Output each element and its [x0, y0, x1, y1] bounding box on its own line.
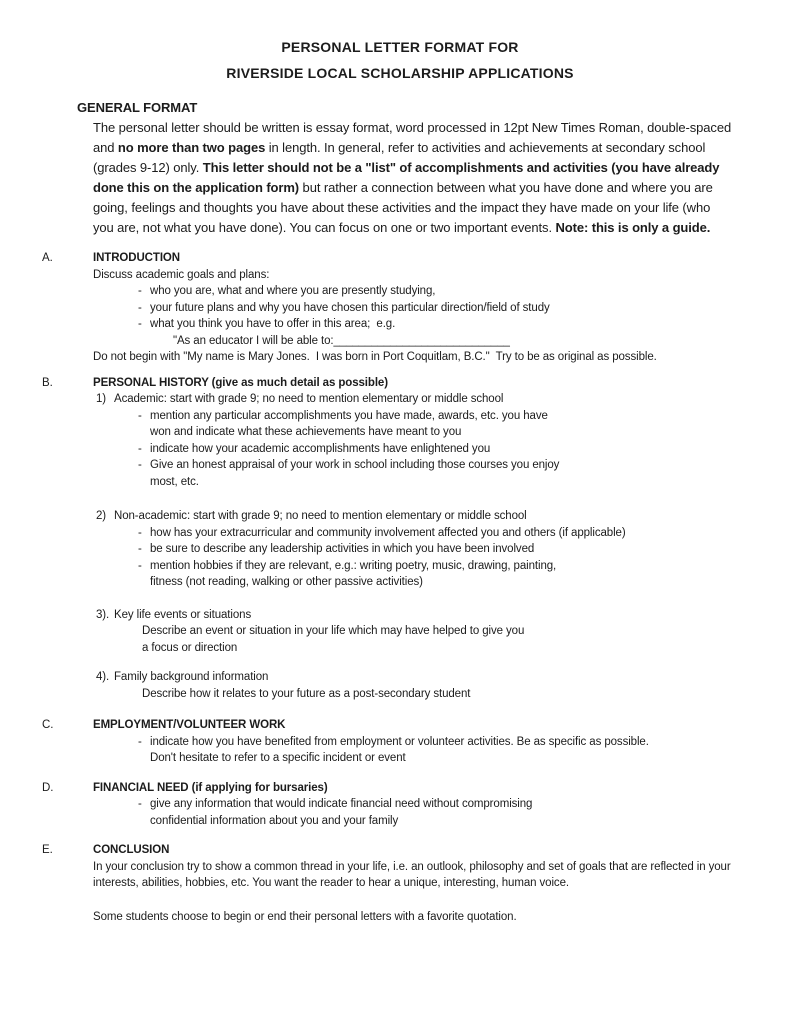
closing-paragraph: Some students choose to begin or end their personal letters with a favorite quotation. — [93, 910, 517, 923]
bullet-dash: - — [138, 543, 142, 555]
paragraph-run: in length. In general, refer to activities and achievements at secondary school (grades 9-12) only. — [93, 140, 709, 175]
item-title: Family background information — [114, 671, 269, 683]
conclusion-paragraph: In your conclusion try to show a common thread in your life, i.e. an outlook, philosophy and set of goals that are reflected in your interests, abilities, hobbies, etc. You want the reader to hear a unique, interesting, human voice. — [93, 860, 734, 889]
section-lead: Discuss academic goals and plans: — [93, 268, 270, 281]
section-letter: C. — [42, 719, 54, 731]
section-heading: EMPLOYMENT/VOLUNTEER WORK — [93, 719, 286, 731]
bullet-text: how has your extracurricular and community involvement affected you and others (if applicable) — [150, 526, 626, 539]
item-description: Describe an event or situation in your life which may have helped to give you a focus or direction — [142, 625, 528, 654]
bullet-item — [138, 457, 758, 490]
bullet-text: mention any particular accomplishments you have made, awards, etc. you have won and indicate what these achievements have meant to you — [150, 409, 551, 438]
bullet-item — [138, 283, 758, 300]
bullet-text: indicate how your academic accomplishments have enlightened you — [150, 442, 491, 455]
item-title: Academic: start with grade 9; no need to mention elementary or middle school — [114, 393, 504, 405]
item-title: Non-academic: start with grade 9; no need to mention elementary or middle school — [114, 510, 527, 522]
section-d-financial-need — [42, 780, 758, 830]
section-heading: PERSONAL HISTORY (give as much detail as possible) — [93, 376, 388, 389]
bullet-text: Give an honest appraisal of your work in school including those courses you enjoy most, etc. — [150, 459, 563, 488]
section-letter: B. — [42, 376, 53, 389]
paragraph-run-bold: This letter should not be a "list" of accomplishments and activities (you have already done this on the application form) — [93, 160, 723, 195]
bullet-text: your future plans and why you have chosen this particular direction/field of study — [150, 301, 550, 314]
general-format-paragraph — [93, 118, 733, 238]
title-line-2: RIVERSIDE LOCAL SCHOLARSHIP APPLICATIONS — [226, 65, 574, 81]
bullet-item — [138, 441, 758, 458]
section-heading: FINANCIAL NEED (if applying for bursaries) — [93, 781, 328, 794]
paragraph-run-bold: no more than two pages — [117, 140, 266, 155]
general-format-section — [42, 98, 758, 238]
bullet-dash: - — [138, 442, 142, 455]
item-description: Describe how it relates to your future as a post-secondary student — [142, 687, 471, 700]
paragraph-run: The personal letter should be written is essay format, word processed in 12pt New Times Roman, double-spaced and — [93, 120, 735, 155]
bullet-dash: - — [138, 459, 142, 471]
section-c-employment-volunteer — [42, 717, 758, 767]
bullet-item — [138, 525, 758, 542]
numbered-item-4 — [96, 669, 758, 702]
bullet-dash: - — [138, 318, 142, 330]
bullet-dash: - — [138, 301, 142, 314]
section-b-personal-history — [42, 375, 758, 703]
bullet-item — [138, 541, 758, 558]
bullet-dash: - — [138, 409, 142, 422]
numbered-item-3 — [96, 607, 758, 657]
section-letter: D. — [42, 781, 54, 794]
item-number: 1) — [96, 393, 107, 405]
bullet-dash: - — [138, 559, 142, 572]
section-heading: INTRODUCTION — [93, 252, 180, 264]
bullet-dash: - — [138, 285, 142, 297]
bullet-text: give any information that would indicate financial need without compromising confidential information about you and your family — [150, 798, 536, 827]
bullet-text: be sure to describe any leadership activities in which you have been involved — [150, 543, 535, 555]
bullet-text: who you are, what and where you are presently studying, — [150, 285, 436, 297]
section-heading: CONCLUSION — [93, 844, 170, 856]
bullet-dash: - — [138, 735, 142, 748]
bullet-item — [138, 300, 758, 317]
section-a-introduction — [42, 250, 758, 366]
item-number: 3). — [96, 608, 110, 621]
bullet-dash: - — [138, 798, 142, 810]
bullet-text: what you think you have to offer in this area; e.g. — [150, 318, 396, 330]
bullet-item — [138, 796, 758, 829]
paragraph-run: but rather a connection between what you have done and where you are going, feelings and thoughts you have about these activities and the impact they have made on your life (who you are, not what you have done). You can focus on one or two important events. — [93, 180, 717, 235]
section-e-conclusion — [42, 842, 758, 925]
bullet-text: indicate how you have benefited from employment or volunteer activities. Be as specific as possible. Don't hesitate to refer to a specific incident or event — [150, 735, 652, 764]
item-title: Key life events or situations — [114, 608, 252, 621]
bullet-item — [138, 408, 758, 441]
paragraph-run-bold: Note: this is only a guide. — [555, 220, 711, 235]
bullet-dash: - — [138, 526, 142, 539]
section-note: Do not begin with "My name is Mary Jones. I was born in Port Coquitlam, B.C." Try to be as original as possible. — [93, 351, 657, 363]
document-title — [42, 34, 758, 86]
title-line-1: PERSONAL LETTER FORMAT FOR — [281, 39, 519, 55]
bullet-item — [138, 734, 758, 767]
bullet-item — [138, 316, 758, 333]
bullet-text: mention hobbies if they are relevant, e.g.: writing poetry, music, drawing, painting, fitness (not reading, walking or other passive activities) — [150, 559, 560, 588]
numbered-item-1 — [96, 391, 758, 490]
bullet-item — [138, 558, 758, 591]
section-letter: E. — [42, 844, 53, 856]
example-quote-line: "As an educator I will be able to:____________________________ — [173, 334, 510, 347]
general-format-heading: GENERAL FORMAT — [77, 100, 198, 115]
section-letter: A. — [42, 252, 53, 264]
numbered-item-2 — [96, 508, 758, 591]
item-number: 4). — [96, 671, 110, 683]
item-number: 2) — [96, 510, 107, 522]
